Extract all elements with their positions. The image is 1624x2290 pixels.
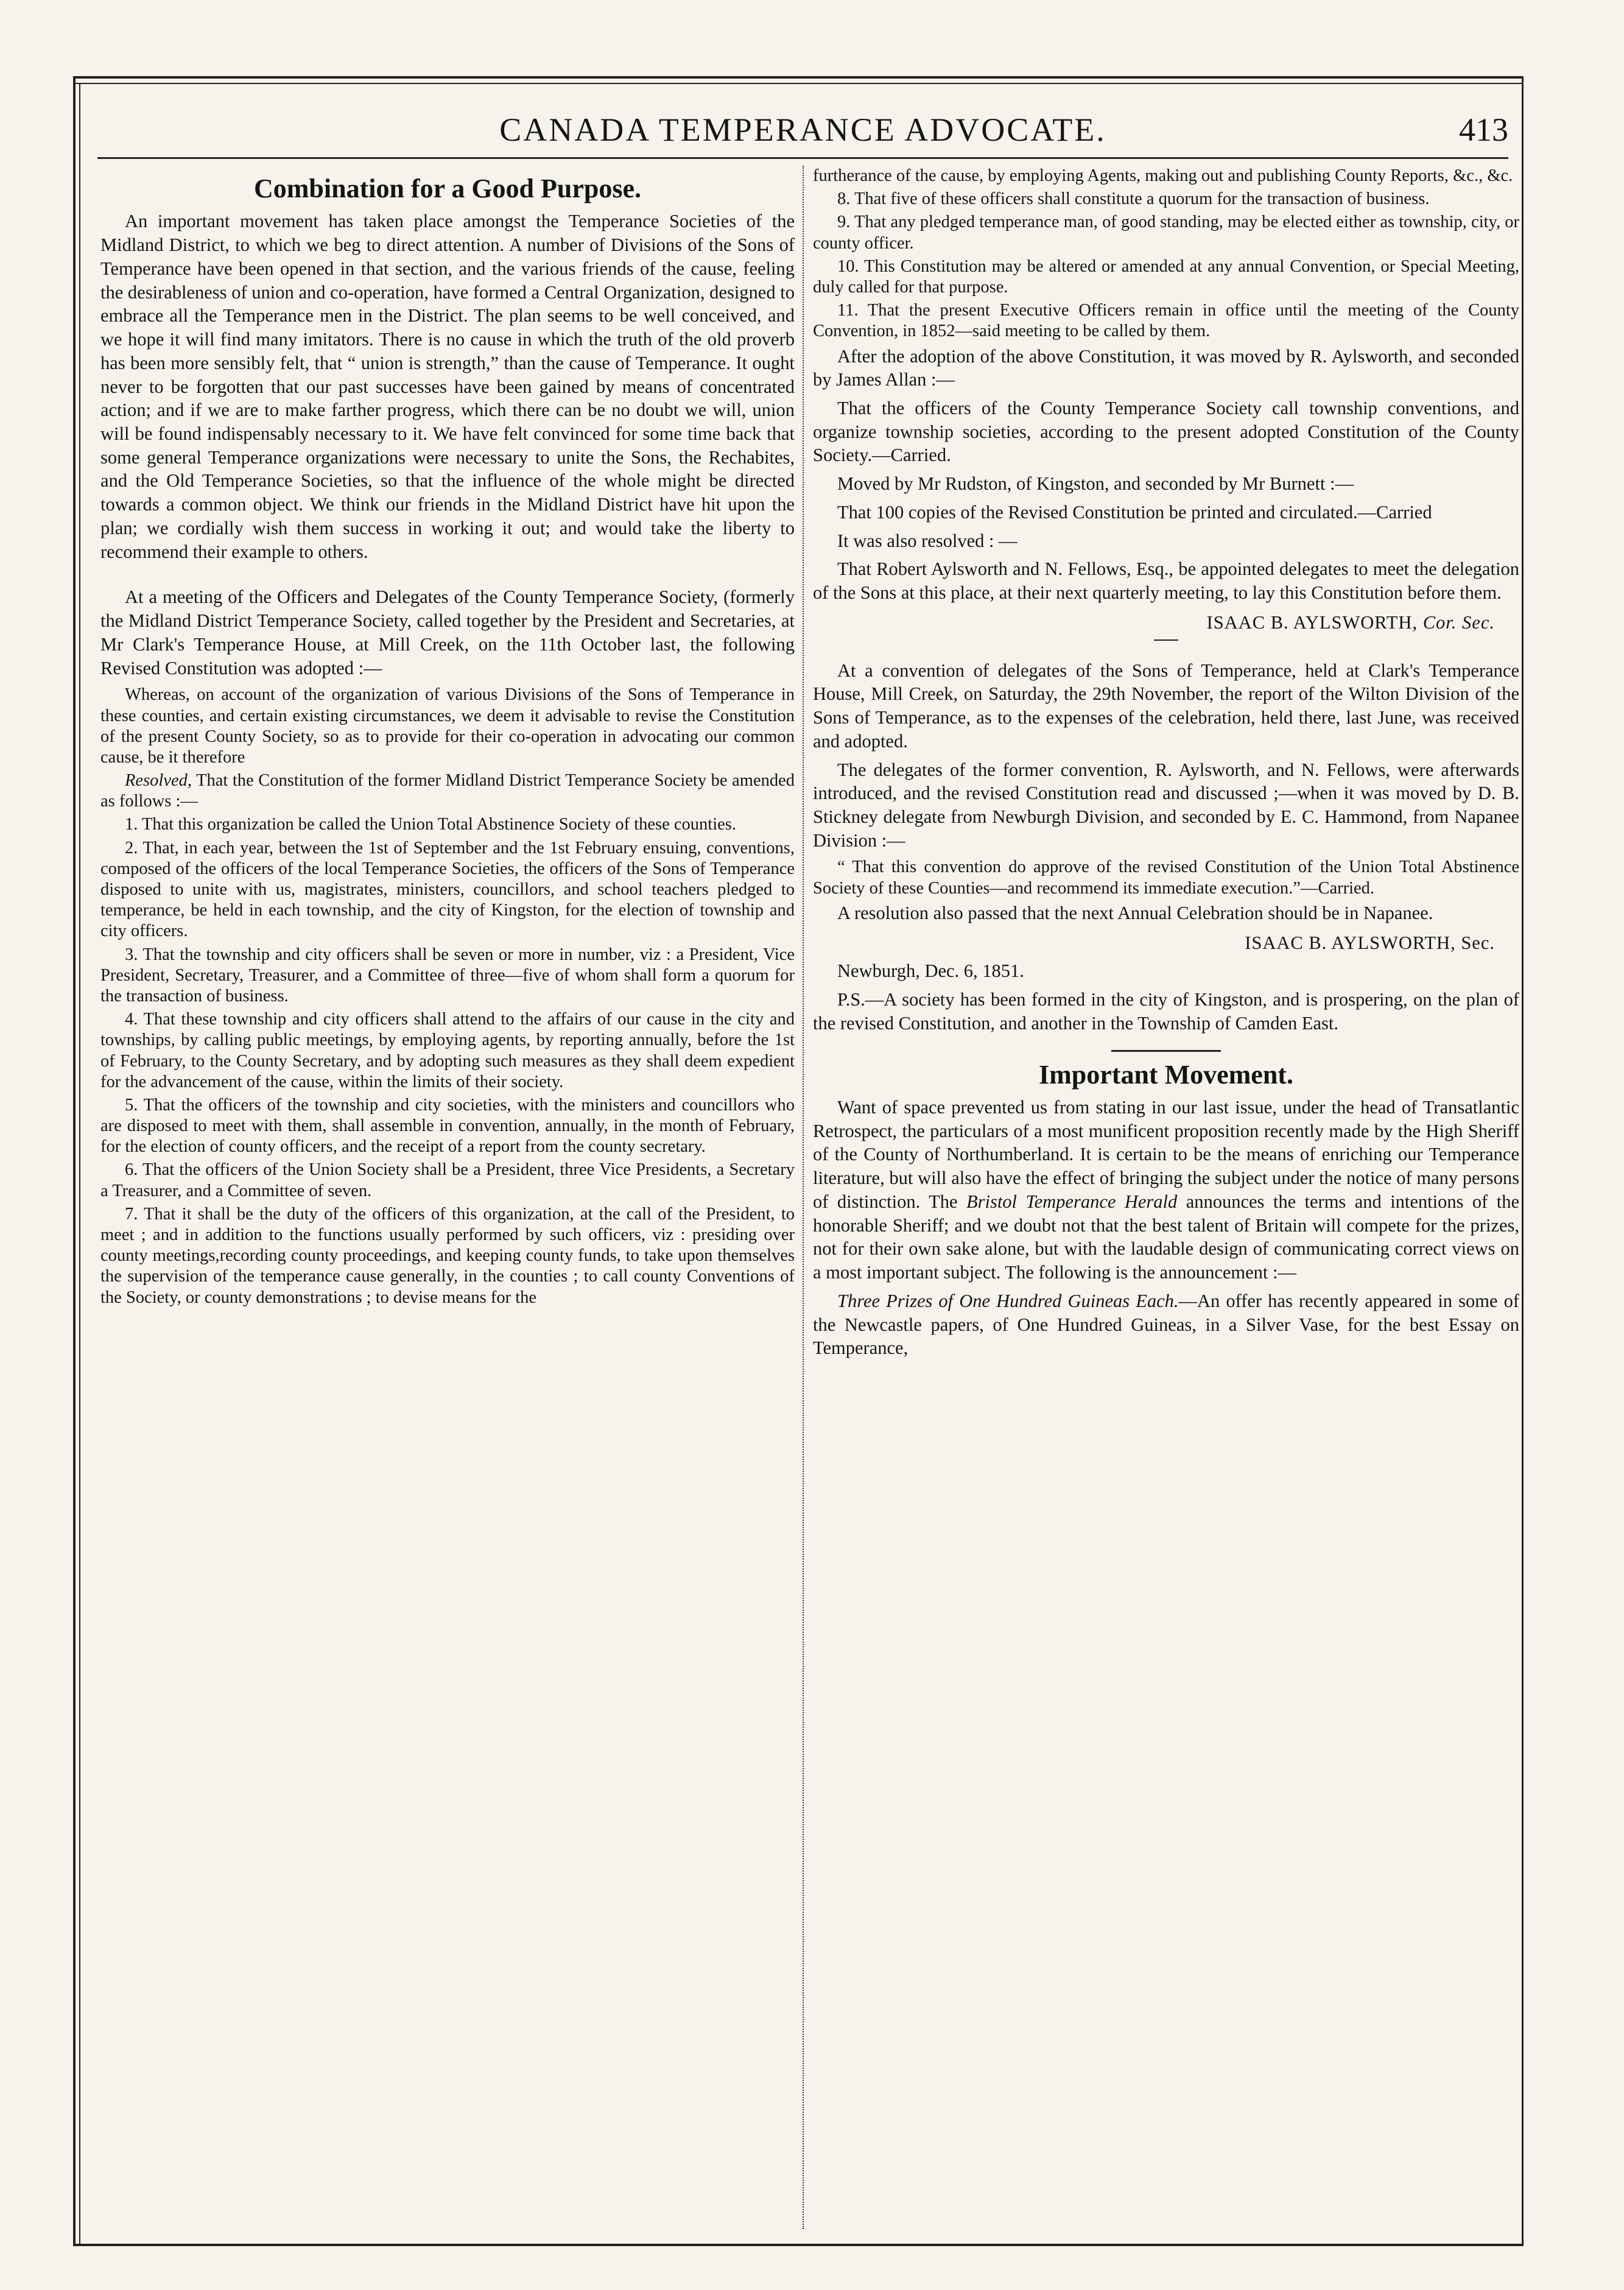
page-frame-top-inner	[73, 83, 1524, 84]
resolved-text: That the Constitution of the former Midland District Temperance Society be amended as follows :—	[100, 771, 795, 811]
article-heading-important-movement: Important Movement.	[1039, 1059, 1293, 1090]
section-separator	[1154, 639, 1178, 641]
column-divider	[803, 166, 804, 2229]
prizes-italic: Three Prizes of One Hundred Guineas Each.	[837, 1290, 1179, 1311]
article-8: 8. That five of these officers shall constitute a quorum for the transaction of business.	[837, 189, 1430, 209]
article-7: 7. That it shall be the duty of the officers of this organization, at the call of the President, to meet ; and in addition to the functions usually performed by such officers, viz : presiding over county meetings,recording county proceedings, and keeping county funds, to take upon themselves the supervision of the temperance cause generally, in the counties ; to call county Conventions of the Society, or county demonstrations ; to devise means for the	[100, 1204, 795, 1307]
header-rule	[97, 157, 1508, 159]
left-column	[100, 166, 795, 2223]
resolution-paragraph: A resolution also passed that the next Annual Celebration should be in Napanee.	[837, 902, 1433, 923]
bristol-herald-title: Bristol Temperance Herald	[966, 1191, 1178, 1212]
signature-1-name: ISAAC B. AYLSWORTH,	[1206, 611, 1418, 633]
page-frame-left	[73, 76, 76, 2246]
page-frame-right	[1522, 76, 1524, 2246]
article-separator-rule	[1111, 1050, 1221, 1052]
signature-1	[813, 611, 1495, 635]
article-6: 6. That the officers of the Union Society shall be a President, three Vice Presidents, a Secretary a Treasurer, and a Committee of seven.	[100, 1160, 795, 1200]
ps-paragraph: P.S.—A society has been formed in the city of Kingston, and is prospering, on the plan of the revised Constitution, and another in the Township of Camden East.	[813, 989, 1519, 1034]
after-adoption-paragraph: After the adoption of the above Constitution, it was moved by R. Aylsworth, and seconded by James Allan :—	[813, 345, 1519, 390]
article-1: 1. That this organization be called the Union Total Abstinence Society of these counties.	[125, 815, 736, 834]
article-2: 2. That, in each year, between the 1st of September and the 1st February ensuing, conventions, composed of the officers of the local Temperance Societies, the officers of the Sons of Temperance disposed to unite with us, magistrates, ministers, councillors, and school teachers pledged to temperance, be held in each township, and the city of Kingston, for the election of township and city officers.	[100, 838, 795, 941]
page-frame-bottom	[73, 2244, 1524, 2246]
signature-1-title: Cor. Sec.	[1422, 611, 1495, 633]
signature-2: ISAAC B. AYLSWORTH, Sec.	[1245, 932, 1495, 953]
running-header	[97, 111, 1508, 153]
article-7-continued: furtherance of the cause, by employing Agents, making out and publishing County Reports, &c., &c.	[813, 166, 1513, 185]
movement-text-pre: Want of space prevented us from stating in our last issue, under the head of Transatlantic Retrospect, the particulars of a most munificent proposition recently made by the High Sheriff of the County of Northumberland. It is certain to be the means of enriching our Temperance literature, but will also have the effect of bringing the subject under the notice of many persons of distinction. The	[813, 1096, 1519, 1212]
motion-2: That 100 copies of the Revised Constitution be printed and circulated.—Carried	[837, 501, 1432, 523]
article-4: 4. That these township and city officers shall attend to the affairs of our cause in the city and townships, by calling public meetings, by employing agents, by reporting annually, before the 1st of February, to the County Secretary, and by adopting such measures as they shall deem expedient for the advancement of the cause, within the limits of their society.	[100, 1010, 795, 1091]
article-heading-combination: Combination for a Good Purpose.	[253, 174, 642, 203]
movement-paragraph	[813, 1096, 1519, 1284]
prizes-text: —An offer has recently appeared in some of the Newcastle papers, of One Hundred Guineas, in a Silver Vase, for the best Essay on Temperance,	[813, 1290, 1519, 1359]
meeting-paragraph: At a meeting of the Officers and Delegates of the County Temperance Society, (formerly the Midland District Temperance Society, called together by the President and Secretaries, at Mr Clark's Temperance House, at Mill Creek, on the 11th October last, the following Revised Constitution was adopted :—	[100, 587, 795, 678]
resolved-word: Resolved,	[125, 771, 192, 791]
page-frame-left-inner	[79, 83, 80, 2246]
intro-paragraph: An important movement has taken place amongst the Temperance Societies of the Midland District, to which we beg to direct attention. A number of Divisions of the Sons of Temperance have been opened in that section, and the various friends of the cause, feeling the desirableness of union and co-operation, have formed a Central Organization, designed to embrace all the Temperance men in the District. The plan seems to be well conceived, and we hope it will find many imitators. There is no cause in which the truth of the old proverb has been more sensibly felt, that “ union is strength,” than the cause of Temperance. It ought never to be forgotten that our past successes have been gained by means of concentrated action; and if we are to make farther progress, which there can be no doubt we will, union will be found indispensably necessary to it. We have felt convinced for some time back that some general Temperance organizations were necessary to unite the Sons, the Rechabites, and the Old Temperance Societies, so that the influence of the whole might be directed towards a common object. We think our friends in the Midland District have hit upon the plan; we cordially wish them success in working it out; and would take the liberty to recommend their example to others.	[100, 211, 795, 562]
delegates-paragraph: The delegates of the former convention, R. Aylsworth, and N. Fellows, were afterwards introduced, and the revised Constitution read and discussed ;—when it was moved by D. B. Stickney delegate from Newburgh Division, and seconded by E. C. Hammond, from Napanee Division :—	[813, 759, 1519, 851]
also-resolved: It was also resolved : —	[837, 530, 1018, 551]
motion-3: That Robert Aylsworth and N. Fellows, Esq., be appointed delegates to meet the delegation of the Sons at this place, at their next quarterly meeting, to lay this Constitution before them.	[813, 558, 1519, 604]
resolved-paragraph	[100, 770, 795, 812]
right-column	[813, 166, 1519, 2223]
convention-paragraph: At a convention of delegates of the Sons of Temperance, held at Clark's Temperance House, Mill Creek, on Saturday, the 29th November, the report of the Wilton Division of the Sons of Temperance, as to the expenses of the celebration, held there, last June, was received and adopted.	[813, 660, 1519, 752]
article-11: 11. That the present Executive Officers remain in office until the meeting of the County Convention, in 1852—said meeting to be called by them.	[813, 301, 1519, 341]
whereas-paragraph: Whereas, on account of the organization of various Divisions of the Sons of Temperance in these counties, and certain existing circumstances, we deem it advisable to revise the Constitution of the present County Society, so as to provide for their co-operation in advocating our common cause, be it therefore	[100, 685, 795, 767]
prizes-paragraph	[813, 1289, 1519, 1360]
publication-title: CANADA TEMPERANCE ADVOCATE.	[499, 111, 1106, 148]
article-9: 9. That any pledged temperance man, of good standing, may be elected either as township, city, or county officer.	[813, 213, 1519, 253]
movement-text-post: announces the terms and intentions of the honorable Sheriff; and we doubt not that the best talent of Britain will compete for the prizes, not for their own sake alone, but with the laudable design of communicating correct views on a most important subject. The following is the announcement :—	[813, 1191, 1519, 1283]
page-frame-top	[73, 76, 1524, 79]
motion-1: That the officers of the County Temperance Society call township conventions, and organize township societies, according to the present adopted Constitution of the County Society.—Carried.	[813, 397, 1519, 466]
moved-2: Moved by Mr Rudston, of Kingston, and seconded by Mr Burnett :—	[837, 473, 1354, 495]
article-10: 10. This Constitution may be altered or amended at any annual Convention, or Special Meeting, duly called for that purpose.	[813, 256, 1519, 297]
article-3: 3. That the township and city officers shall be seven or more in number, viz : a President, Vice President, Secretary, Treasurer, and a Committee of three—five of whom shall form a quorum for the transaction of business.	[100, 945, 795, 1006]
article-5: 5. That the officers of the township and city societies, with the ministers and councillors who are disposed to meet with them, shall assemble in convention, annually, in the month of February, for the election of county officers, and the receipt of a report from the county secretary.	[100, 1095, 795, 1157]
quote-paragraph: “ That this convention do approve of the revised Constitution of the Union Total Abstinence Society of these Counties—and recommend its immediate execution.”—Carried.	[813, 858, 1519, 898]
page-number: 413	[1459, 111, 1508, 148]
dateline: Newburgh, Dec. 6, 1851.	[837, 960, 1024, 982]
